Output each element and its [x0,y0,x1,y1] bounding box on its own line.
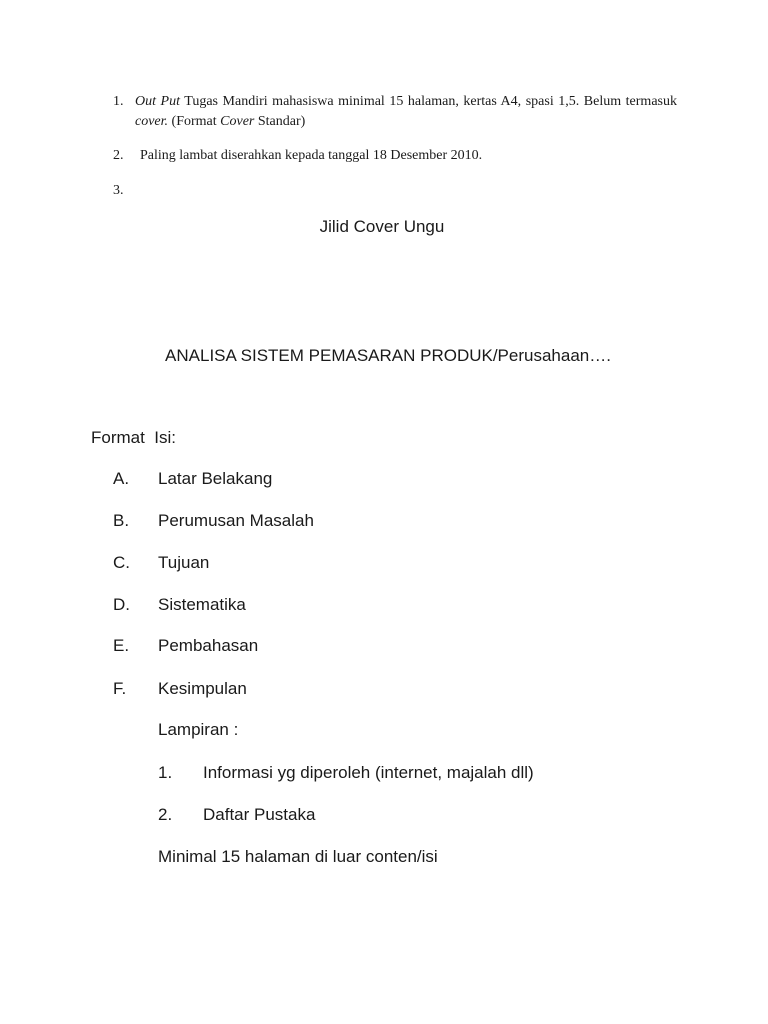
list-letter: C. [113,553,130,572]
format-heading: Format Isi: [91,428,177,447]
instruction-italic-cover: cover. [135,114,169,129]
instruction-text: Paling lambat diserahkan kepada tanggal 18 Desember 2010. [140,148,483,163]
instruction-italic-cover: Cover [220,114,255,129]
list-number: 1. [158,763,173,782]
list-label: Latar Belakang [158,469,273,488]
list-label: Informasi yg diperoleh (internet, majalah dll) [203,763,534,782]
list-number: 2. [158,805,173,824]
list-letter: D. [113,595,130,614]
list-letter: B. [113,511,130,530]
instruction-text-part: (Format [168,114,221,129]
list-label: Kesimpulan [158,679,247,698]
instruction-italic-output: Out Put [135,94,180,109]
list-label: Perumusan Masalah [158,511,314,530]
closing-note: Minimal 15 halaman di luar conten/isi [158,847,438,866]
list-letter: F. [113,679,127,698]
lampiran-heading: Lampiran : [158,720,239,739]
list-label: Tujuan [158,553,210,572]
list-label: Sistematika [158,595,246,614]
instruction-number: 1. [113,94,124,109]
instruction-text-part: Standar) [254,114,306,129]
instruction-number: 2. [113,148,124,163]
report-title: ANALISA SISTEM PEMASARAN PRODUK/Perusahaan…. [165,346,611,365]
instruction-text-part: Tugas Mandiri mahasiswa minimal 15 halaman, kertas A4, spasi 1,5. Belum termasuk [179,94,677,109]
instruction-number: 3. [113,183,124,198]
list-letter: A. [113,469,130,488]
list-label: Daftar Pustaka [203,805,316,824]
instruction-text [135,92,677,132]
cover-note: Jilid Cover Ungu [319,217,445,236]
list-letter: E. [113,636,130,655]
list-label: Pembahasan [158,636,259,655]
